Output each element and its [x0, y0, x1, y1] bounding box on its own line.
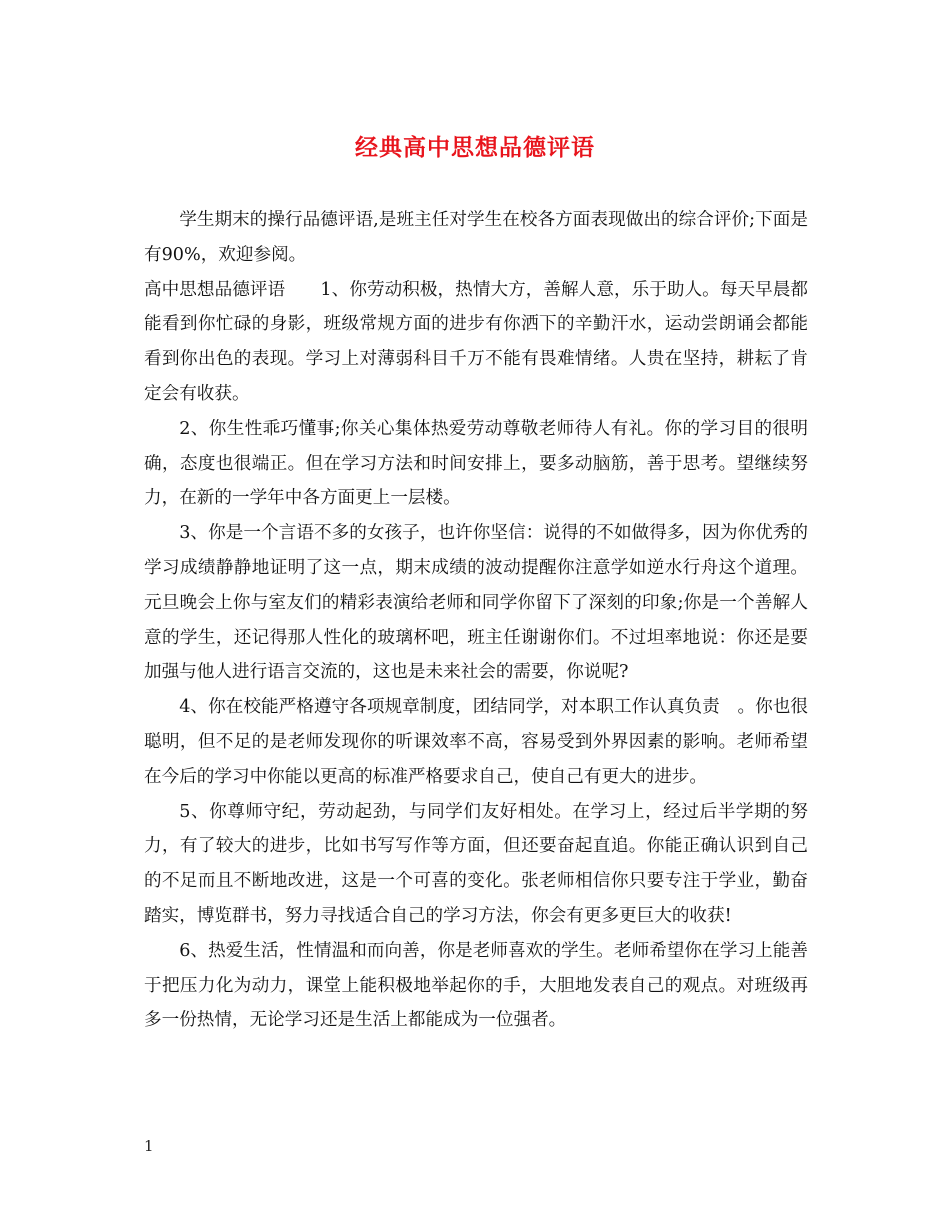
page-number: 1: [144, 1137, 154, 1155]
paragraph-2: 2、你生性乖巧懂事;你关心集体热爱劳动尊敬老师待人有礼。你的学习目的很明确，态度也很端正。但在学习方法和时间安排上，要多动脑筋，善于思考。望继续努力，在新的一学年中各方面更上一层楼。: [144, 418, 808, 509]
document-title: 经典高中思想品德评语: [355, 134, 595, 161]
paragraph-3: 3、你是一个言语不多的女孩子，也许你坚信：说得的不如做得多，因为你优秀的学习成绩静静地证明了这一点，期末成绩的波动提醒你注意学如逆水行舟这个道理。元旦晚会上你与室友们的精彩表演给老师和同学你留下了深刻的印象;你是一个善解人意的学生，还记得那人性化的玻璃杯吧，班主任谢谢你们。不过坦率地说：你还是要加强与他人进行语言交流的，这也是未来社会的需要，你说呢?: [144, 523, 808, 683]
paragraph-4: 4、你在校能严格遵守各项规章制度，团结同学，对本职工作认真负责 。你也很聪明，但不足的是老师发现你的听课效率不高，容易受到外界因素的影响。老师希望在今后的学习中你能以更高的标准严格要求自己，使自己有更大的进步。: [144, 697, 808, 787]
document-body: [144, 203, 808, 1038]
intro-paragraph: 学生期末的操行品德评语,是班主任对学生在校各方面表现做出的综合评价;下面是有90%，欢迎参阅。: [144, 210, 808, 265]
paragraph-1: 高中思想品德评语 1、你劳动积极，热情大方，善解人意，乐于助人。每天早晨都能看到你忙碌的身影，班级常规方面的进步有你洒下的辛勤汗水，运动尝朗诵会都能看到你出色的表现。学习上对薄弱科目千万不能有畏难情绪。人贵在坚持，耕耘了肯定会有收获。: [144, 279, 808, 404]
paragraph-6: 6、热爱生活，性情温和而向善，你是老师喜欢的学生。老师希望你在学习上能善于把压力化为动力，课堂上能积极地举起你的手，大胆地发表自己的观点。对班级再多一份热情，无论学习还是生活上都能成为一位强者。: [144, 940, 808, 1031]
paragraph-5: 5、你尊师守纪，劳动起劲，与同学们友好相处。在学习上，经过后半学期的努力，有了较大的进步，比如书写写作等方面，但还要奋起直追。你能正确认识到自己的不足而且不断地改进，这是一个可喜的变化。张老师相信你只要专注于学业，勤奋踏实，博览群书，努力寻找适合自己的学习方法，你会有更多更巨大的收获!: [144, 801, 808, 926]
